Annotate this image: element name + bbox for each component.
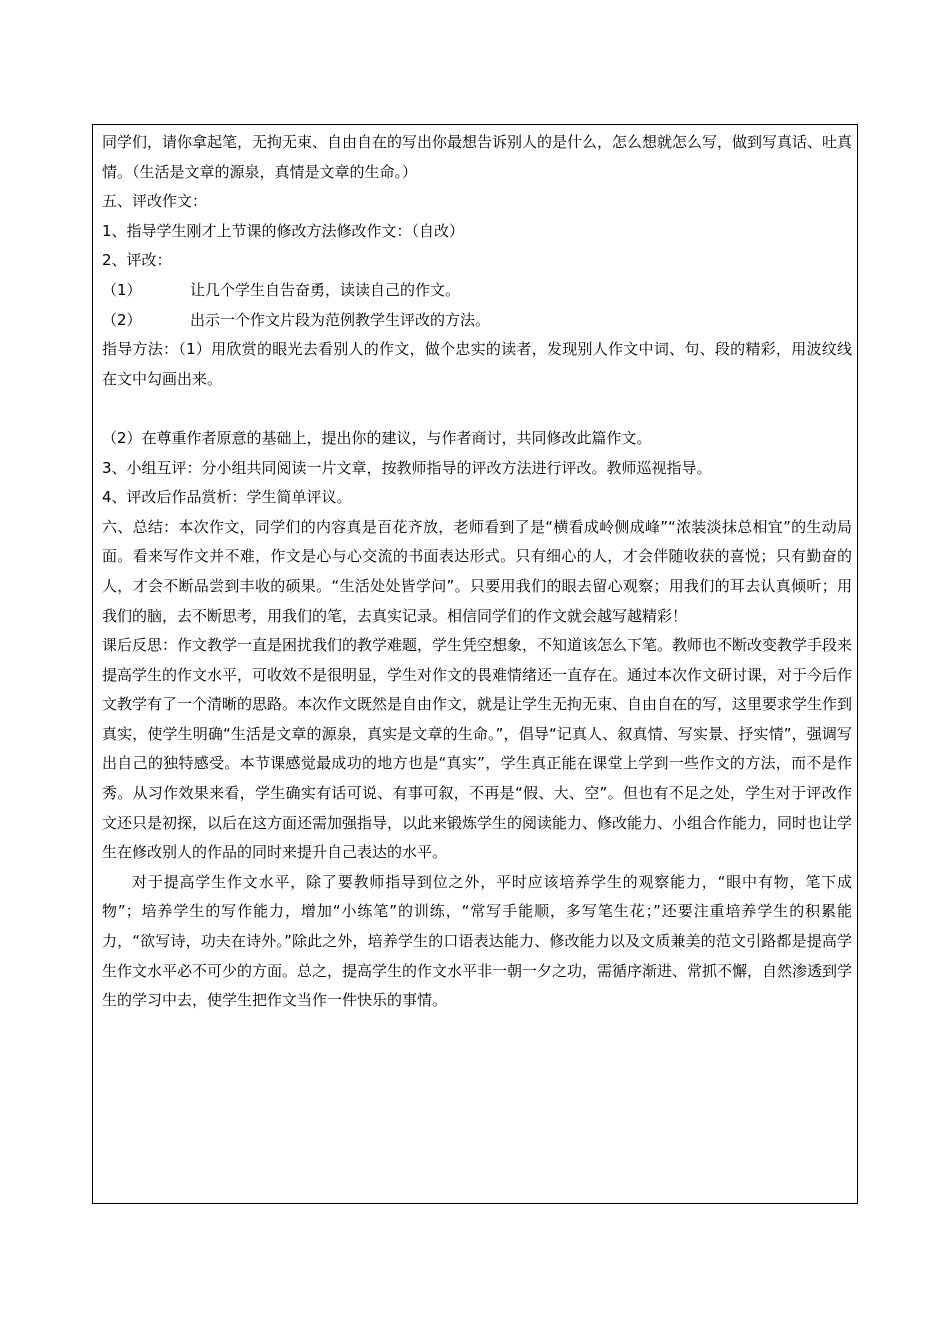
- paragraph-self-revise: 1、指导学生刚才上节课的修改方法修改作文：（自改）: [102, 221, 465, 240]
- list-item-number: （1）: [102, 280, 142, 299]
- list-item-number: （2）: [102, 310, 142, 329]
- list-item-text: 出示一个作文片段为范例教学生评改的方法。: [190, 310, 491, 329]
- section-heading-review: 五、评改作文：: [102, 192, 208, 211]
- paragraph-improvement: 对于提高学生作文水平，除了要教师指导到位之外，平时应该培养学生的观察能力，“眼中有物，笔下成物”；培养学生的写作能力，增加“小练笔”的训练，“常写手能顺，多写笔生花；”还要注重培养学生的积累能力，“欲写诗，功夫在诗外。”除此之外，培养学生的口语表达能力、修改能力以及文质兼美的范文引路都是提高学生作文水平必不可少的方面。总之，提高学生的作文水平非一朝一夕之功，需循序渐进、常抓不懈，自然渗透到学生的学习中去，使学生把作文当作一件快乐的事情。: [102, 872, 853, 1010]
- paragraph-review-heading: 2、评改：: [102, 251, 172, 270]
- paragraph-reflection: 课后反思：作文教学一直是困扰我们的教学难题，学生凭空想象，不知道该怎么下笔。教师也不断改变教学手段来提高学生的作文水平，可收效不是很明显，学生对作文的畏难情绪还一直存在。通过本次作文研讨课，对于今后作文教学有了一个清晰的思路。本次作文既然是自由作文，就是让学生无拘无束、自由自在的写，这里要求学生作到真实，使学生明确“生活是文章的源泉，真实是文章的生命。”，倡导“记真人、叙真情、写实景、抒实情”，强调写出自己的独特感受。本节课感觉最成功的地方也是“真实”，学生真正能在课堂上学到一些作文的方法，而不是作秀。从习作效果来看，学生确实有话可说、有事可叙，不再是“假、大、空”。但也有不足之处，学生对于评改作文还只是初探，以后在这方面还需加强指导，以此来锻炼学生的阅读能力、修改能力、小组合作能力，同时也让学生在修改别人的作品的同时来提升自己表达的水平。: [102, 636, 853, 862]
- list-item: [102, 276, 852, 306]
- paragraph-group-review: 3、小组互评：分小组共同阅读一片文章，按教师指导的评改方法进行评改。教师巡视指导。: [102, 458, 712, 477]
- paragraph-summary: 六、总结：本次作文，同学们的内容真是百花齐放，老师看到了是“横看成岭侧成峰”“浓装淡抹总相宜”的生动局面。看来写作文并不难，作文是心与心交流的书面表达形式。只有细心的人，才会伴随收获的喜悦；只有勤奋的人，才会不断品尝到丰收的硕果。“生活处处皆学问”。只要用我们的眼去留心观察；用我们的耳去认真倾听；用我们的脑，去不断思考，用我们的笔，去真实记录。相信同学们的作文就会越写越精彩！: [102, 517, 852, 625]
- paragraph-writing-prompt: 同学们，请你拿起笔，无拘无束、自由自在的写出你最想告诉别人的是什么，怎么想就怎么写，做到写真话、吐真情。（生活是文章的源泉，真情是文章的生命。）: [102, 133, 853, 181]
- blank-line: [102, 394, 852, 424]
- paragraph-guidance-method-2: （2）在尊重作者原意的基础上，提出你的建议，与作者商讨，共同修改此篇作文。: [102, 428, 652, 447]
- list-item-text: 让几个学生自告奋勇，读读自己的作文。: [190, 280, 461, 299]
- paragraph-guidance-method: 指导方法：（1）用欣赏的眼光去看别人的作文，做个忠实的读者，发现别人作文中词、句、段的精彩，用波纹线在文中勾画出来。: [102, 340, 852, 388]
- list-item: [102, 306, 852, 336]
- paragraph-appreciation: 4、评改后作品赏析：学生简单评议。: [102, 488, 352, 507]
- document-body: [102, 128, 852, 1016]
